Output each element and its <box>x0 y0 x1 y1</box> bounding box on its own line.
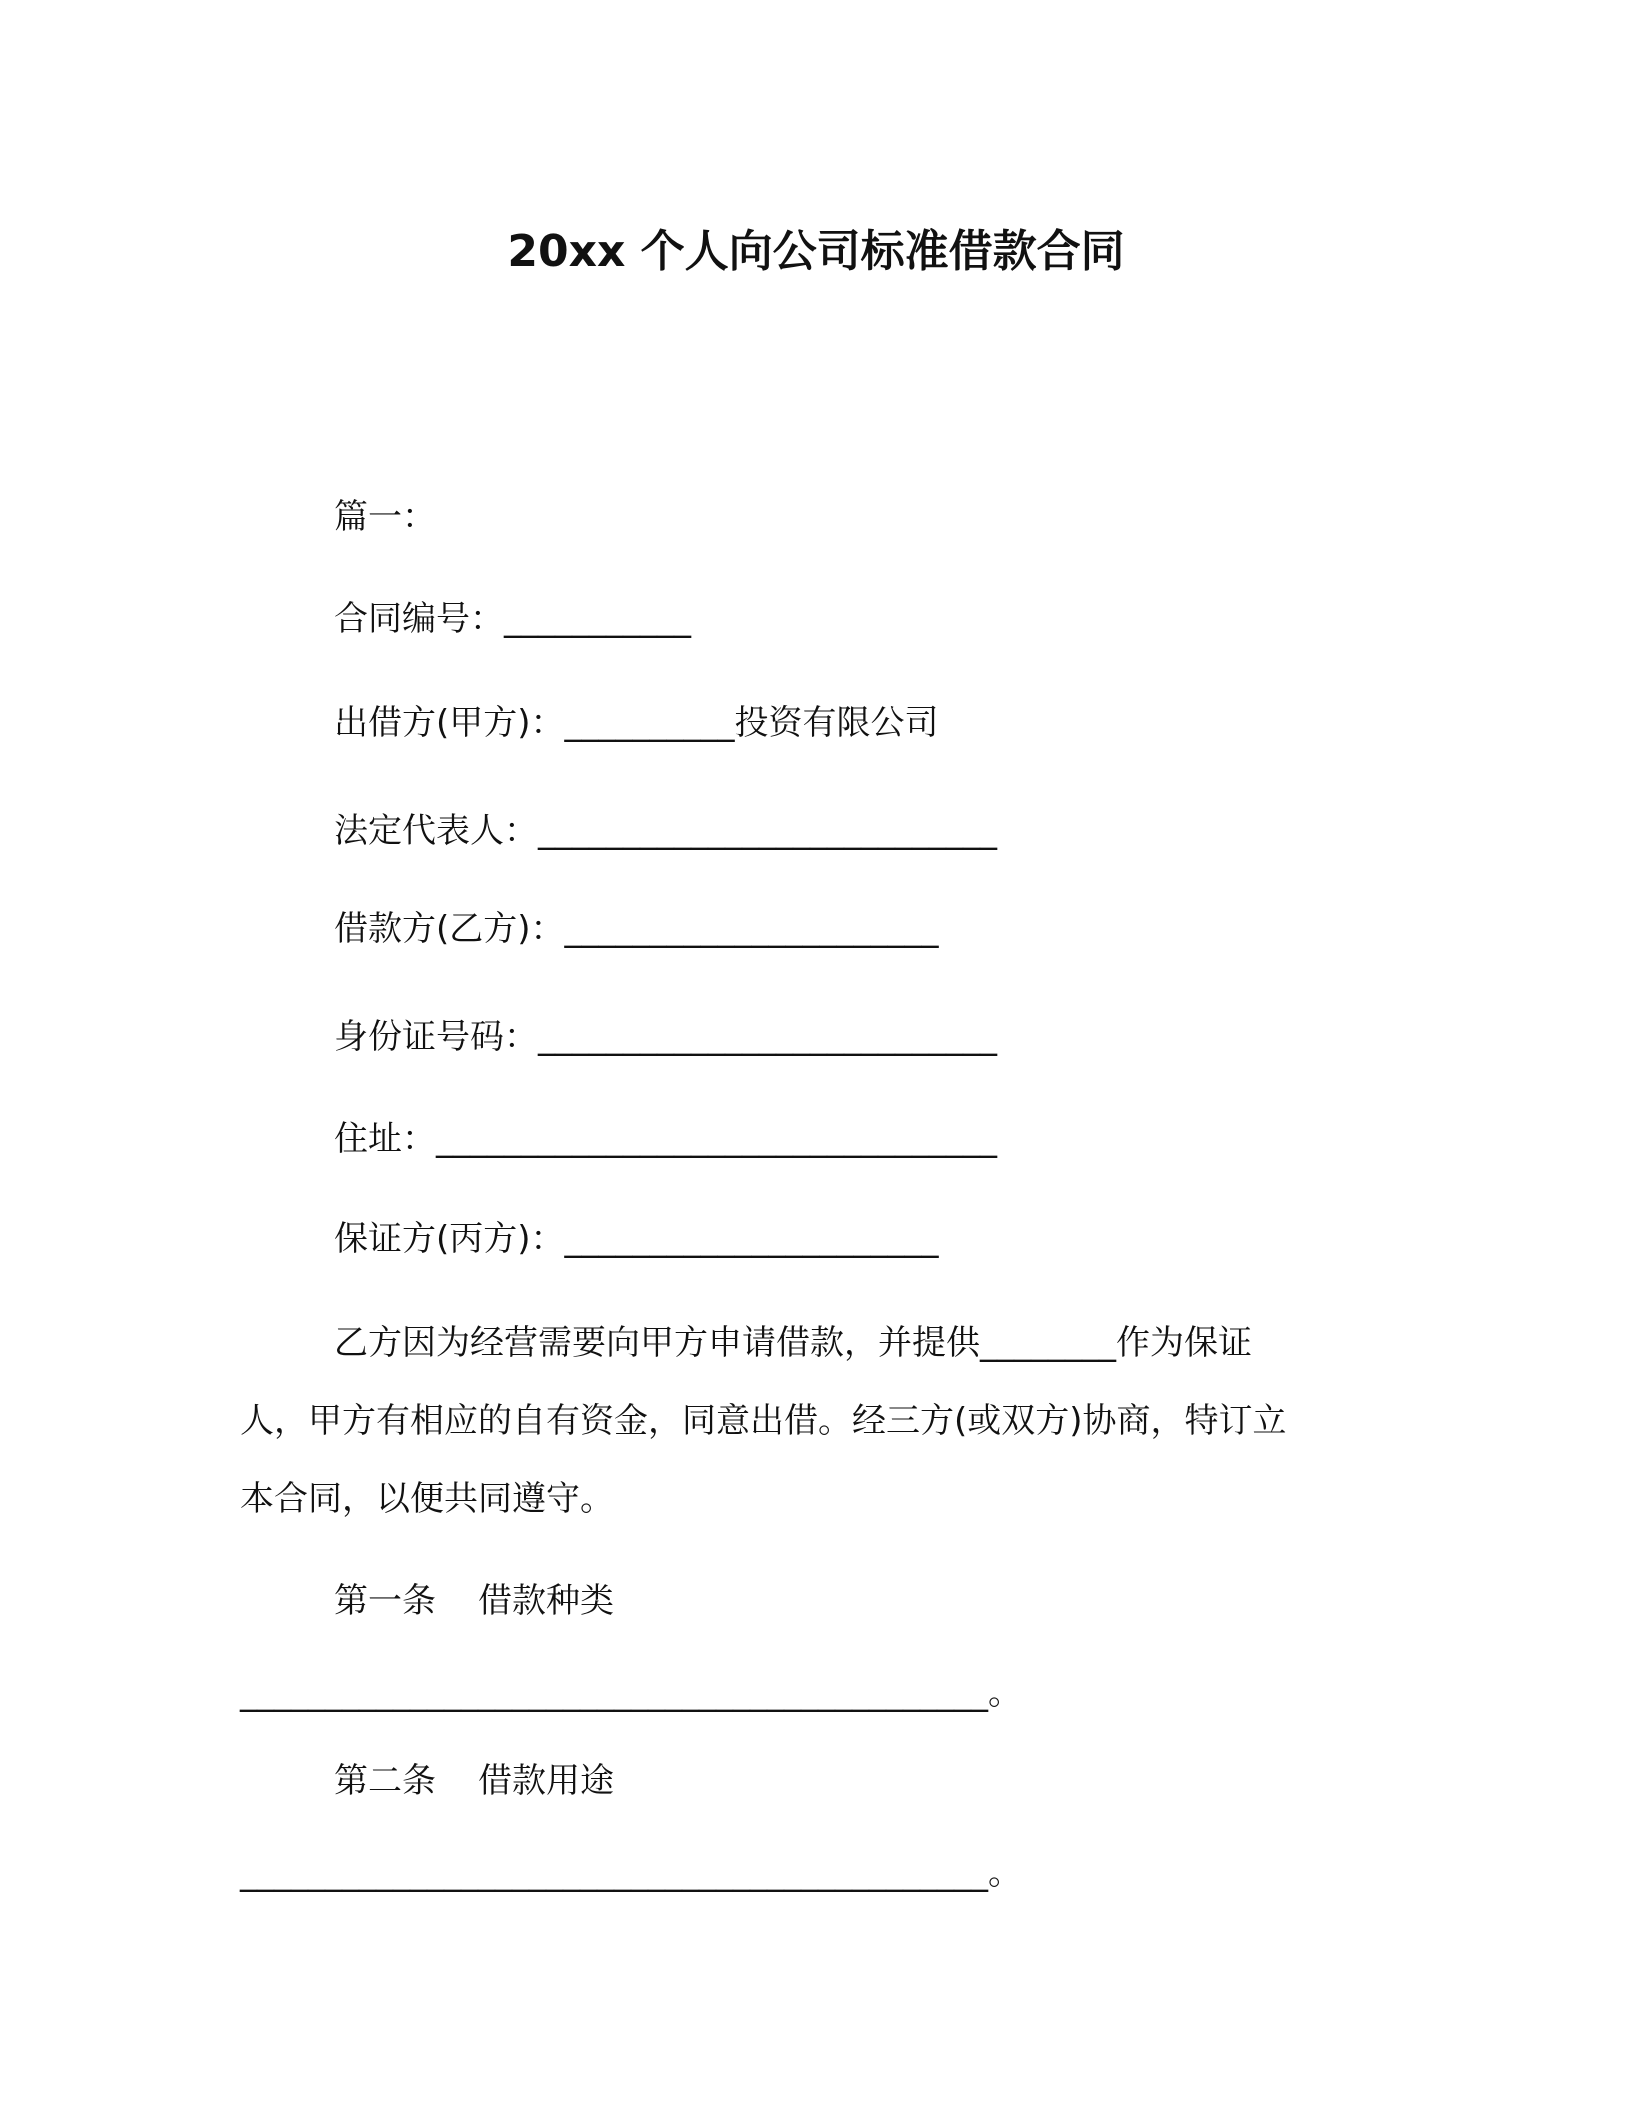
preamble-line-3: 本合同，以便共同遵守。 <box>240 1479 614 1519</box>
borrower-field: 借款方(乙方)：______________________ <box>334 909 939 949</box>
document-title: 20xx 个人向公司标准借款合同 <box>507 226 1125 277</box>
section-heading: 篇一： <box>334 497 436 537</box>
article-1-heading <box>334 1578 614 1624</box>
guarantor-field: 保证方(丙方)：______________________ <box>334 1219 939 1259</box>
preamble-line-1: 乙方因为经营需要向甲方申请借款，并提供________作为保证 <box>334 1323 1252 1363</box>
id-number-field: 身份证号码：___________________________ <box>334 1017 997 1057</box>
article-title: 借款种类 <box>478 1581 614 1621</box>
legal-representative-field: 法定代表人：___________________________ <box>334 811 997 851</box>
contract-number-field: 合同编号：___________ <box>334 599 691 639</box>
lender-field: 出借方(甲方)：__________投资有限公司 <box>334 703 939 743</box>
article-title: 借款用途 <box>478 1761 614 1801</box>
article-2-blank: ____________________________________________。 <box>240 1853 1022 1893</box>
article-1-blank: ____________________________________________。 <box>240 1673 1022 1713</box>
preamble-line-2: 人，甲方有相应的自有资金，同意出借。经三方(或双方)协商，特订立 <box>240 1401 1287 1441</box>
article-number: 第二条 <box>334 1761 436 1801</box>
address-field: 住址：_________________________________ <box>334 1119 997 1159</box>
article-2-heading <box>334 1758 614 1804</box>
article-number: 第一条 <box>334 1581 436 1621</box>
